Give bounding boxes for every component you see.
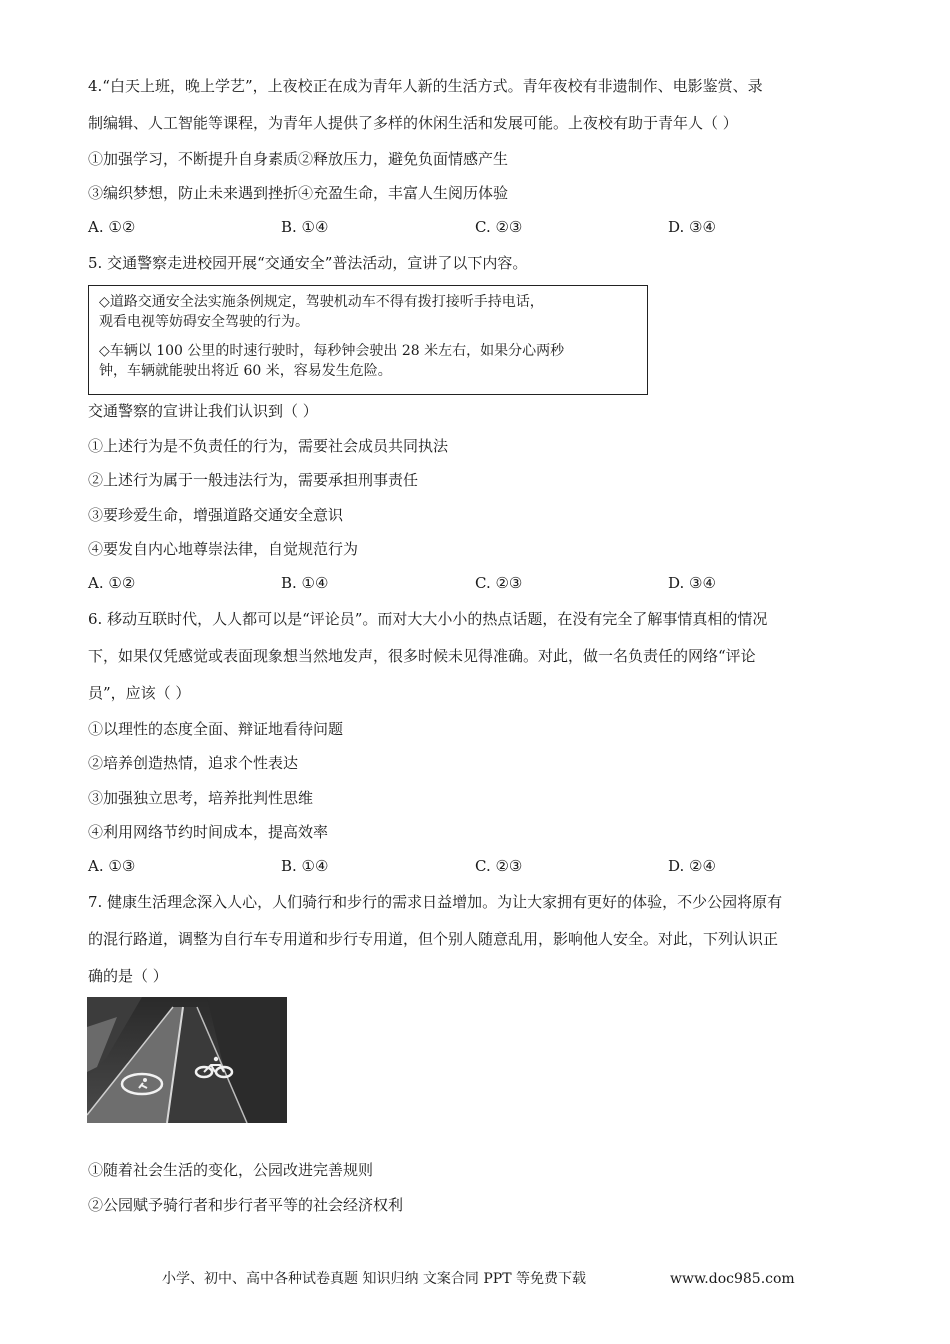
q5-option-c: C. ②③ <box>475 574 523 592</box>
q6-stem-line-3: 员”，应该（ ） <box>88 684 191 702</box>
q6-option-b: B. ①④ <box>281 857 329 875</box>
q5-statement-3: ③要珍爱生命，增强道路交通安全意识 <box>88 506 344 524</box>
q5-stem: 5. 交通警察走进校园开展“交通安全”普法活动，宣讲了以下内容。 <box>88 254 528 272</box>
q7-stem-line-2: 的混行路道，调整为自行车专用道和步行专用道，但个别人随意乱用，影响他人安全。对此，下列认识正 <box>88 930 779 948</box>
q4-option-c: C. ②③ <box>475 218 523 236</box>
q4-stem-line-2: 制编辑、人工智能等课程，为青年人提供了多样的休闲生活和发展可能。上夜校有助于青年人（ ） <box>88 114 738 132</box>
q5-statement-2: ②上述行为属于一般违法行为，需要承担刑事责任 <box>88 471 419 489</box>
q5-question: 交通警察的宣讲让我们认识到（ ） <box>88 402 318 420</box>
q5-option-a: A. ①② <box>88 574 136 592</box>
q5-box-item-2-line-1: ◇车辆以 100 公里的时速行驶时，每秒钟会驶出 28 米左右，如果分心两秒 <box>99 343 565 359</box>
q7-stem-line-1: 7. 健康生活理念深入人心，人们骑行和步行的需求日益增加。为让大家拥有更好的体验，不少公园将原有 <box>88 893 783 911</box>
q4-option-a: A. ①② <box>88 218 136 236</box>
q4-option-d: D. ③④ <box>668 218 716 236</box>
q6-option-d: D. ②④ <box>668 857 716 875</box>
q6-option-c: C. ②③ <box>475 857 523 875</box>
q6-option-a: A. ①③ <box>88 857 136 875</box>
q5-box-item-1-line-1: ◇道路交通安全法实施条例规定，驾驶机动车不得有拨打接听手持电话， <box>99 294 544 310</box>
q4-option-b: B. ①④ <box>281 218 329 236</box>
q5-option-b: B. ①④ <box>281 574 329 592</box>
q7-statement-2: ②公园赋予骑行者和步行者平等的社会经济权利 <box>88 1196 404 1214</box>
q5-statement-1: ①上述行为是不负责任的行为，需要社会成员共同执法 <box>88 437 449 455</box>
q5-option-d: D. ③④ <box>668 574 716 592</box>
q4-statements-1: ①加强学习，不断提升自身素质②释放压力，避免负面情感产生 <box>88 150 509 168</box>
q4-stem-line-1: 4.“白天上班，晚上学艺”，上夜校正在成为青年人新的生活方式。青年夜校有非遗制作、电影鉴赏、录 <box>88 77 763 95</box>
q6-statement-3: ③加强独立思考，培养批判性思维 <box>88 789 314 807</box>
q6-statement-4: ④利用网络节约时间成本，提高效率 <box>88 823 329 841</box>
q7-stem-line-3: 确的是（ ） <box>88 967 168 985</box>
q5-box-item-1-line-2: 观看电视等妨碍安全驾驶的行为。 <box>99 314 309 330</box>
q4-statements-2: ③编织梦想，防止未来遇到挫折④充盈生命，丰富人生阅历体验 <box>88 184 509 202</box>
q6-statement-1: ①以理性的态度全面、辩证地看待问题 <box>88 720 344 738</box>
lane-illustration <box>87 997 287 1123</box>
q7-statement-1: ①随着社会生活的变化，公园改进完善规则 <box>88 1161 374 1179</box>
q5-box-item-2-line-2: 钟，车辆就能驶出将近 60 米，容易发生危险。 <box>99 363 392 379</box>
q6-stem-line-2: 下，如果仅凭感觉或表面现象想当然地发声，很多时候未见得准确。对此，做一名负责任的网络“评论 <box>88 647 756 665</box>
q5-statement-4: ④要发自内心地尊崇法律，自觉规范行为 <box>88 540 359 558</box>
footer-text: 小学、初中、高中各种试卷真题 知识归纳 文案合同 PPT 等免费下载 <box>162 1271 586 1287</box>
q5-material-box <box>88 285 648 395</box>
footer-url[interactable]: www.doc985.com <box>670 1271 795 1287</box>
q6-statement-2: ②培养创造热情，追求个性表达 <box>88 754 299 772</box>
bike-pedestrian-lane-photo <box>87 997 287 1123</box>
q6-stem-line-1: 6. 移动互联时代，人人都可以是“评论员”。而对大大小小的热点话题，在没有完全了解事情真相的情况 <box>88 610 768 628</box>
